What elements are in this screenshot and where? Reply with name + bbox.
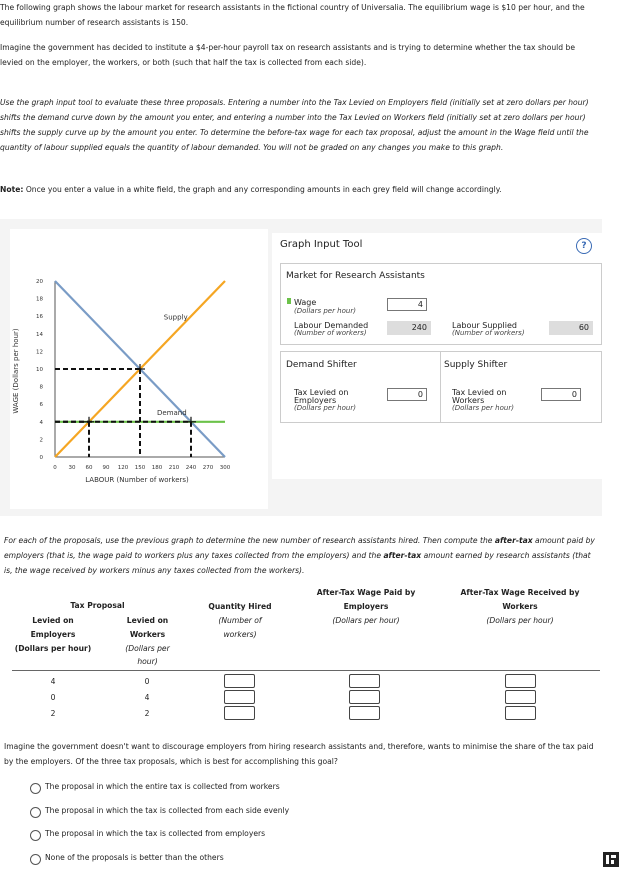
col-received-header-1: After-Tax Wage Received by: [460, 588, 580, 597]
tax-employers-label-2: Employers: [294, 396, 337, 405]
row-2-emp: 0: [50, 693, 56, 702]
corner-widget-icon[interactable]: [603, 852, 619, 867]
demand-label: Demand: [157, 408, 187, 417]
row-1-wk: 0: [144, 677, 150, 686]
wage-label: Wage: [294, 298, 317, 307]
question-2-text: Imagine the government doesn't want to discourage employers from hiring research assistants and, therefore, wants to minimise the share of the tax paid by the employers. Of the three tax proposals, which is best for accomplishing this goal?: [4, 742, 594, 766]
row-3-wk: 2: [144, 709, 150, 718]
row-2-received-input[interactable]: [505, 690, 536, 704]
demand-shifter-title: Demand Shifter: [286, 360, 357, 370]
x-tick-label: 30: [68, 465, 76, 471]
tax-employers-input[interactable]: 0: [387, 388, 427, 401]
labour-market-chart[interactable]: [10, 229, 268, 509]
labour-demanded-label: Labour Demanded: [294, 321, 369, 330]
labour-demanded-sub: (Number of workers): [294, 329, 367, 337]
x-tick-label: 180: [151, 465, 163, 471]
y-tick-label: 12: [36, 349, 43, 356]
labour-supplied-sub: (Number of workers): [452, 329, 525, 337]
x-tick-label: 120: [117, 465, 129, 471]
question-1-text: For each of the proposals, use the previous graph to determine the new number of research assistants hired. Then compute the after-tax amount paid by employers (that is, the wage paid to workers plus any taxes collected from the employers) and the after-tax amount earned by research assistants (that is, the wage received by workers minus any taxes collected from the workers).: [4, 536, 595, 575]
supply-shifter-title: Supply Shifter: [444, 360, 508, 370]
y-tick-label: 14: [36, 331, 43, 338]
col-qty-header-3: workers): [223, 630, 257, 639]
radio-button[interactable]: [30, 783, 41, 794]
intro-paragraph-2: Imagine the government has decided to institute a $4-per-hour payroll tax on research assistants and is trying to determine whether the tax should be levied on the employer, the workers, or both (such that half the tax is collected from each side).: [0, 43, 576, 67]
col-paid-header-3: (Dollars per hour): [332, 616, 400, 625]
col-emp-header-1: Levied on: [32, 616, 74, 625]
col-qty-header-2: (Number of: [218, 616, 262, 625]
col-emp-header-2: Employers: [30, 630, 76, 639]
row-1-quantity-input[interactable]: [224, 674, 255, 688]
y-tick-label: 6: [39, 402, 43, 409]
wage-legend-swatch: [287, 298, 291, 304]
supply-shifter-box: [440, 351, 602, 423]
x-tick-label: 270: [202, 465, 214, 471]
y-tick-label: 2: [39, 437, 43, 444]
x-axis-label: LABOUR (Number of workers): [85, 476, 189, 484]
radio-button[interactable]: [30, 807, 41, 818]
y-tick-label: 18: [36, 296, 43, 303]
tax-proposal-header: Tax Proposal: [70, 601, 125, 610]
col-wk-header-3: (Dollars per: [125, 644, 170, 653]
note-label: Note:: [0, 185, 24, 194]
note: [0, 182, 600, 197]
option-3-label[interactable]: The proposal in which the tax is collected from employers: [45, 829, 266, 838]
help-icon[interactable]: ?: [576, 238, 592, 254]
col-wk-header-1: Levied on: [126, 616, 169, 625]
x-tick-label: 300: [219, 465, 231, 471]
x-tick-label: 90: [102, 465, 110, 471]
tax-employers-label-1: Tax Levied on: [294, 388, 349, 397]
row-1-paid-input[interactable]: [349, 674, 380, 688]
col-paid-header-2: Employers: [343, 602, 389, 611]
labour-demanded-value: 240: [387, 321, 431, 335]
x-tick-label: 210: [168, 465, 180, 471]
market-box: [280, 263, 602, 345]
row-3-quantity-input[interactable]: [224, 706, 255, 720]
note-text: Once you enter a value in a white field, the graph and any corresponding amounts in each grey field will change accordingly.: [25, 185, 502, 194]
y-tick-label: 10: [36, 367, 43, 373]
supply-label: Supply: [163, 313, 188, 322]
option-2-label[interactable]: The proposal in which the tax is collected from each side evenly: [45, 806, 290, 815]
tax-workers-sub: (Dollars per hour): [452, 404, 514, 412]
intro-paragraph-3: Use the graph input tool to evaluate these three proposals. Entering a number into the Tax Levied on Employers field (initially set at zero dollars per hour) shifts the demand curve down by the amount you enter, and entering a number into the Tax Levied on Workers field (initially set at zero dollars per hour) shifts the supply curve up by the amount you enter. To determine the before-tax wage for each tax proposal, adjust the amount in the Wage field until the quantity of labour supplied equals the quantity of labour demanded. You will not be graded on any changes you make to this graph.: [0, 98, 589, 152]
y-tick-label: 16: [36, 314, 43, 321]
graph-area: [10, 229, 268, 509]
y-axis-label: WAGE (Dollars per hour): [12, 328, 20, 414]
y-tick-label: 20: [36, 279, 43, 285]
graph-input-tool: [272, 233, 602, 479]
tax-workers-input[interactable]: 0: [541, 388, 581, 401]
intro-paragraph-1: The following graph shows the labour market for research assistants in the fictional country of Universalia. The equilibrium wage is $10 per hour, and the equilibrium number of research assistants is 150.: [0, 3, 585, 27]
row-3-paid-input[interactable]: [349, 706, 380, 720]
x-tick-label: 240: [185, 465, 197, 471]
x-tick-label: 60: [85, 465, 93, 471]
y-tick-label: 0: [39, 455, 43, 461]
option-1-label[interactable]: The proposal in which the entire tax is collected from workers: [45, 782, 280, 791]
tool-title: Graph Input Tool: [280, 239, 363, 250]
row-2-paid-input[interactable]: [349, 690, 380, 704]
radio-button[interactable]: [30, 830, 41, 841]
col-wk-header-2: Workers: [129, 630, 166, 639]
table-header-rule: [12, 670, 600, 671]
row-3-received-input[interactable]: [505, 706, 536, 720]
tax-workers-label-1: Tax Levied on: [452, 388, 507, 397]
radio-button[interactable]: [30, 854, 41, 865]
x-tick-label: 0: [53, 465, 57, 471]
tax-workers-label-2: Workers: [452, 396, 485, 405]
col-received-header-3: (Dollars per hour): [486, 616, 554, 625]
y-tick-label: 4: [39, 419, 43, 426]
tax-employers-sub: (Dollars per hour): [294, 404, 356, 412]
y-tick-label: 8: [39, 384, 43, 391]
row-1-received-input[interactable]: [505, 674, 536, 688]
row-1-emp: 4: [50, 677, 56, 686]
col-wk-header-4: hour): [137, 657, 158, 666]
market-title: Market for Research Assistants: [286, 271, 425, 281]
row-3-emp: 2: [50, 709, 56, 718]
col-received-header-2: Workers: [502, 602, 538, 611]
wage-input[interactable]: 4: [387, 298, 427, 311]
col-emp-header-3: (Dollars per hour): [14, 644, 92, 653]
row-2-wk: 4: [144, 693, 150, 702]
option-4-label[interactable]: None of the proposals is better than the others: [45, 853, 224, 862]
row-2-quantity-input[interactable]: [224, 690, 255, 704]
col-qty-header-1: Quantity Hired: [208, 602, 272, 611]
demand-shifter-box: [280, 351, 442, 423]
wage-sub: (Dollars per hour): [294, 307, 356, 315]
x-tick-label: 150: [134, 465, 146, 471]
labour-supplied-value: 60: [549, 321, 593, 335]
labour-supplied-label: Labour Supplied: [452, 321, 517, 330]
col-paid-header-1: After-Tax Wage Paid by: [316, 588, 416, 597]
